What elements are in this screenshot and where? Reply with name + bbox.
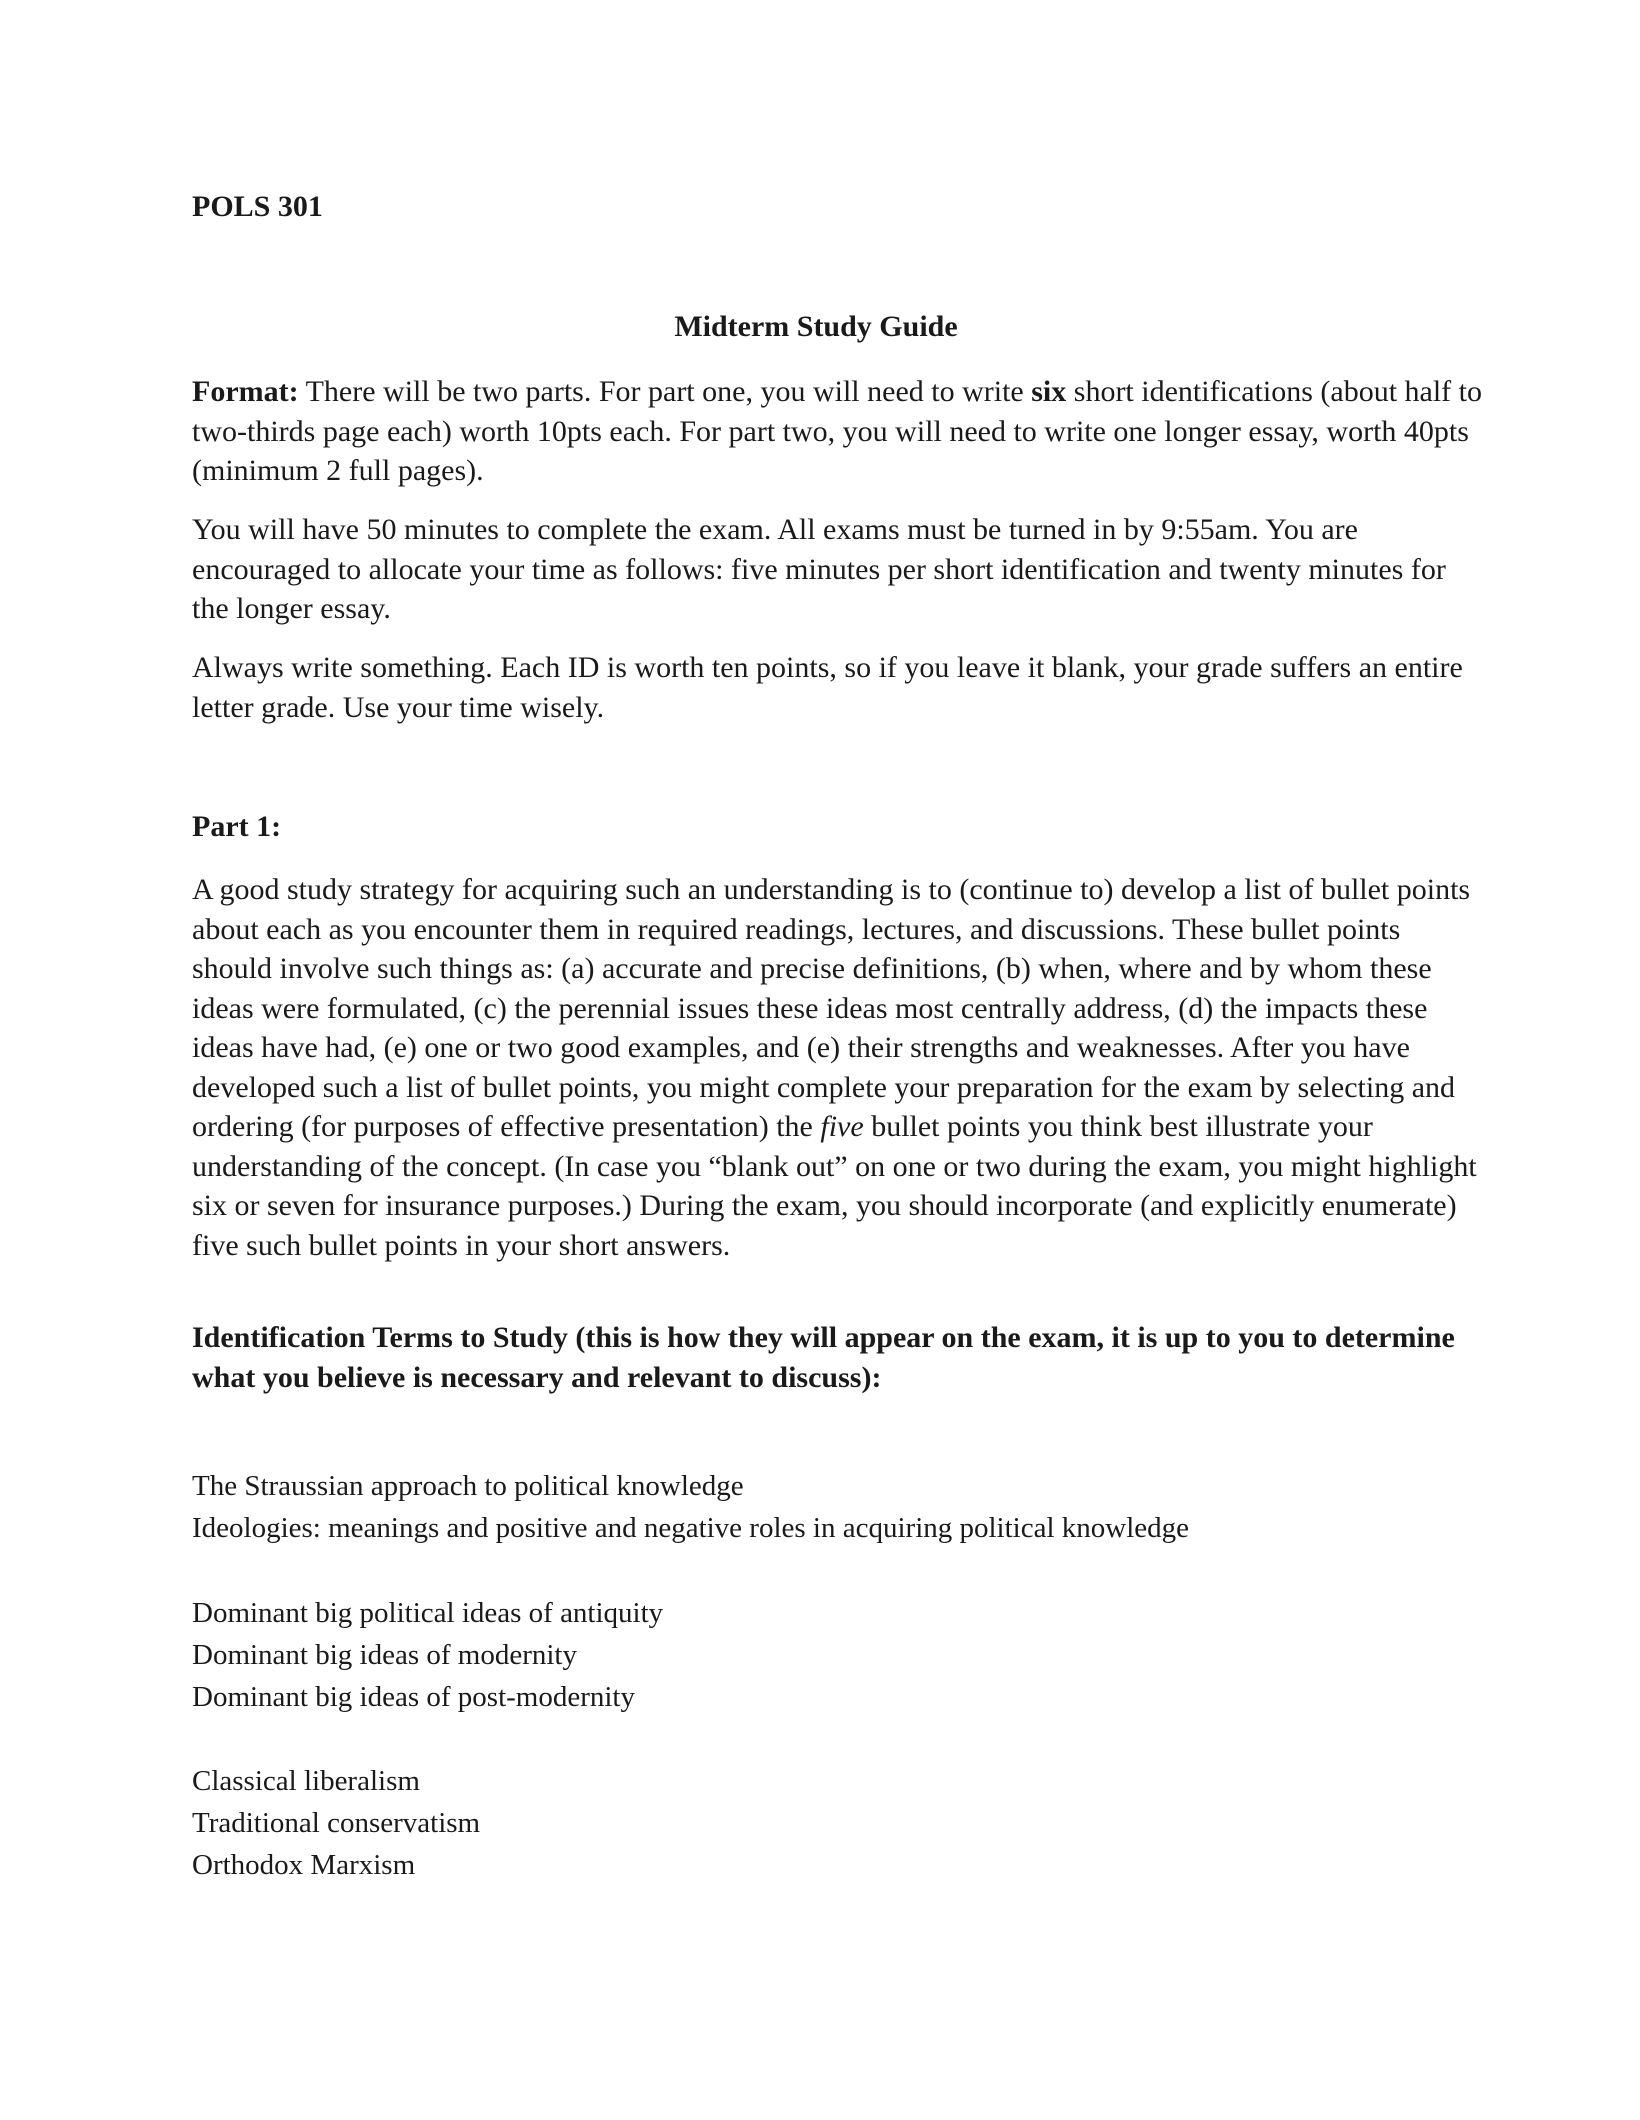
term-item: Dominant big ideas of modernity	[192, 1639, 577, 1671]
strategy-paragraph	[192, 870, 1482, 1265]
term-item: The Straussian approach to political knowledge	[192, 1470, 744, 1502]
format-emphasis: six	[1031, 375, 1067, 408]
term-group-3	[192, 1760, 480, 1886]
advice-paragraph: Always write something. Each ID is worth ten points, so if you leave it blank, your grade suffers an entire letter grade. Use your time wisely.	[192, 651, 1463, 724]
term-item: Dominant big political ideas of antiquity	[192, 1597, 664, 1629]
document-title: Midterm Study Guide	[674, 310, 958, 343]
term-item: Orthodox Marxism	[192, 1849, 416, 1881]
strategy-emphasis: five	[820, 1110, 864, 1143]
term-item: Ideologies: meanings and positive and negative roles in acquiring political knowledge	[192, 1512, 1190, 1544]
strategy-text-before: A good study strategy for acquiring such an understanding is to (continue to) develop a list of bullet points about each as you encounter them in required readings, lectures, and discussions. These bullet points should involve such things as: (a) accurate and precise definitions, (b) when, where and by whom these ideas were formulated, (c) the perennial issues these ideas most centrally address, (d) the impacts these ideas have had, (e) one or two good examples, and (e) their strengths and weaknesses. After you have developed such a list of bullet points, you might complete your preparation for the exam by selecting and ordering (for purposes of effective presentation) the	[192, 873, 1471, 1143]
id-terms-heading: Identification Terms to Study (this is how they will appear on the exam, it is up to you to determine what you believe is necessary and relevant to discuss):	[192, 1321, 1455, 1394]
format-text-after: short identifications (about half to two-thirds page each) worth 10pts each. For part two, you will need to write one longer essay, worth 40pts (minimum 2 full pages).	[192, 375, 1483, 487]
term-item: Traditional conservatism	[192, 1807, 481, 1839]
course-code: POLS 301	[192, 190, 323, 223]
format-text-before: There will be two parts. For part one, you will need to write	[298, 375, 1032, 408]
strategy-text-after: bullet points you think best illustrate your understanding of the concept. (In case you “blank out” on one or two during the exam, you might highlight six or seven for insurance purposes.) During the exam, you should incorporate (and explicitly enumerate) five such bullet points in your short answers.	[192, 1110, 1477, 1262]
term-item: Dominant big ideas of post-modernity	[192, 1681, 635, 1713]
part1-heading: Part 1:	[192, 810, 282, 843]
time-paragraph: You will have 50 minutes to complete the exam. All exams must be turned in by 9:55am. You are encouraged to allocate your time as follows: five minutes per short identification and twenty minutes for the longer essay.	[192, 513, 1446, 625]
term-group-1	[192, 1465, 1189, 1549]
format-label: Format:	[192, 375, 299, 408]
term-group-2	[192, 1592, 663, 1718]
term-item: Classical liberalism	[192, 1765, 420, 1797]
format-paragraph	[192, 372, 1482, 491]
